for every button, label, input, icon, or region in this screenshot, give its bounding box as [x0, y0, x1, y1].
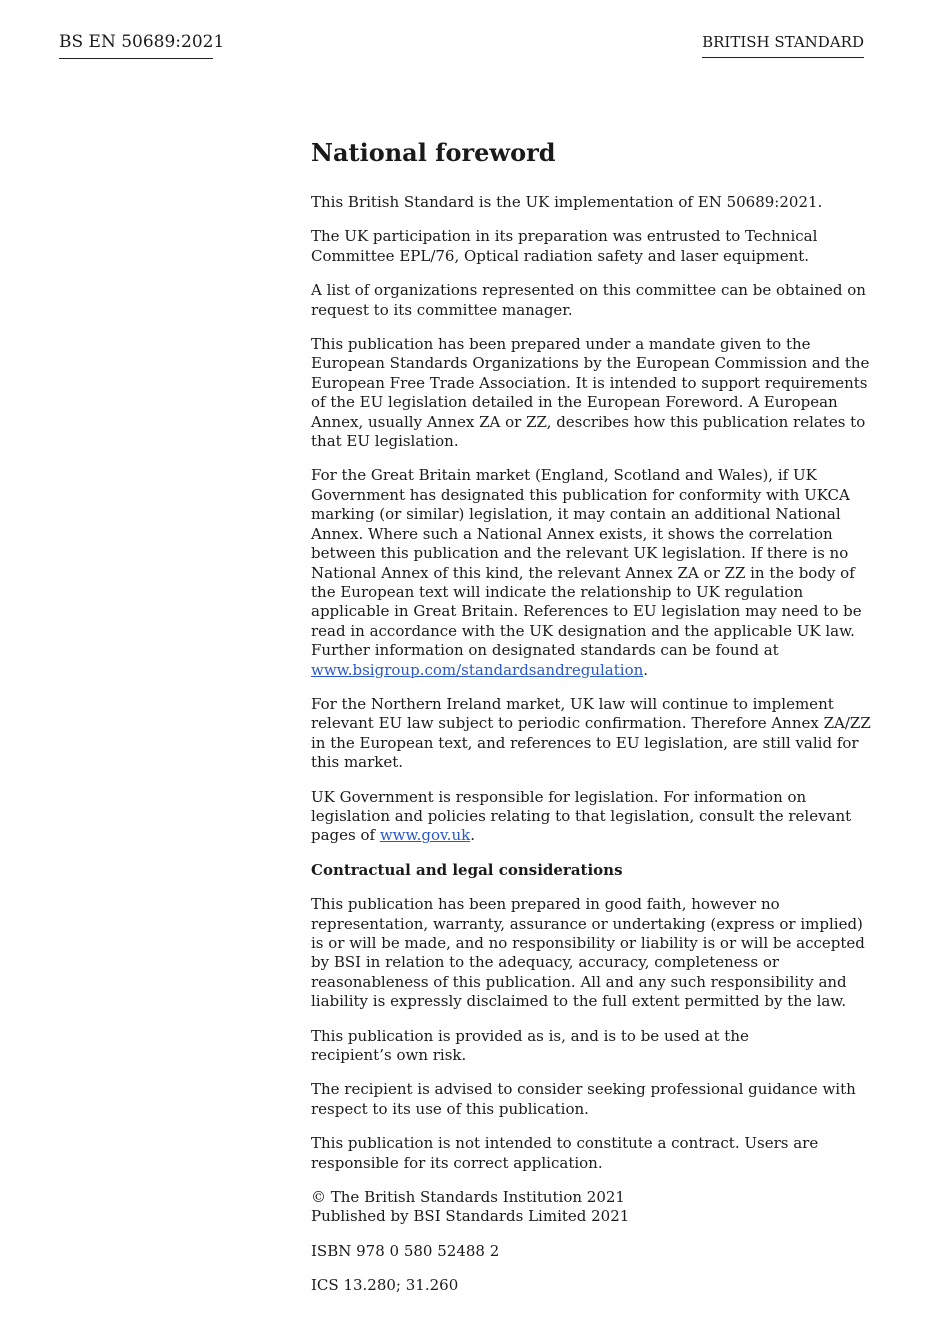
- legal-paragraph-guidance: The recipient is advised to consider seeking professional guidance with respect to its use of this publication.: [311, 1080, 856, 1118]
- foreword-paragraph-organizations: A list of organizations represented on this committee can be obtained on request to its committee manager.: [311, 281, 866, 319]
- legal-paragraph-as-is: [311, 1027, 871, 1066]
- uk-government-text: UK Government is responsible for legislation. For information on legislation and policies relating to that legislation, consult the relevant pages of: [311, 787, 852, 845]
- page-title: National foreword: [311, 138, 556, 167]
- gov-uk-link[interactable]: www.gov.uk: [379, 826, 471, 845]
- bsigroup-link[interactable]: www.bsigroup.com/standardsandregulation: [311, 660, 644, 679]
- publisher-line: Published by BSI Standards Limited 2021: [311, 1207, 630, 1226]
- as-is-line-2: recipient’s own risk.: [311, 1046, 467, 1065]
- national-foreword: [311, 138, 871, 1311]
- document-id: BS EN 50689:2021: [59, 31, 213, 59]
- foreword-paragraph-uk-government: [311, 788, 871, 846]
- foreword-paragraph-implementation: This British Standard is the UK implementation of EN 50689:2021.: [311, 193, 823, 211]
- as-is-line-1: This publication is provided as is, and is to be used at the: [311, 1026, 749, 1045]
- foreword-paragraph-mandate: This publication has been prepared under a mandate given to the European Standards Organizations by the European Commission and the European Free Trade Association. It is intended to support requirements of the EU legislation detailed in the European Foreword. A European Annex, usually Annex ZA or ZZ, describes how this publication relates to that EU legislation.: [311, 335, 870, 451]
- foreword-paragraph-northern-ireland: For the Northern Ireland market, UK law will continue to implement relevant EU law subject to periodic confirmation. Therefore Annex ZA/ZZ in the European text, and references to EU legislation, are still valid for this market.: [311, 694, 871, 772]
- uk-government-period: .: [470, 826, 475, 845]
- foreword-paragraph-committee: The UK participation in its preparation was entrusted to Technical Committee EPL/76, Optical radiation safety and laser equipment.: [311, 227, 818, 265]
- imprint-isbn: ISBN 978 0 580 52488 2: [311, 1241, 500, 1260]
- great-britain-period: .: [643, 660, 649, 679]
- legal-paragraph-good-faith: This publication has been prepared in good faith, however no representation, warranty, assurance or undertaking (express or implied) is or will be made, and no responsibility or liability is or will be accepted by BSI in relation to the adequacy, accuracy, completeness or reasonableness of this publication. All and any such responsibility and liability is expressly disclaimed to the full extent permitted by the law.: [311, 895, 865, 1011]
- great-britain-text: For the Great Britain market (England, Scotland and Wales), if UK Government has designated this publication for conformity with UKCA marking (or similar) legislation, it may contain an additional National Annex. Where such a National Annex exists, it shows the correlation between this publication and the relevant UK legislation. If there is no National Annex of this kind, the relevant Annex ZA or ZZ in the body of the European text will indicate the relationship to UK regulation applicable in Great Britain. References to EU legislation may need to be read in accordance with the UK designation and the applicable UK law. Further information on designated standards can be found at: [311, 466, 862, 660]
- foreword-paragraph-great-britain: [311, 466, 871, 679]
- standard-series-label: BRITISH STANDARD: [702, 32, 864, 58]
- legal-heading: Contractual and legal considerations: [311, 860, 623, 879]
- copyright-line: © The British Standards Institution 2021: [311, 1188, 625, 1207]
- imprint-ics: ICS 13.280; 31.260: [311, 1276, 459, 1295]
- legal-paragraph-contract: This publication is not intended to constitute a contract. Users are responsible for its correct application.: [311, 1134, 819, 1172]
- imprint-copyright: [311, 1188, 871, 1227]
